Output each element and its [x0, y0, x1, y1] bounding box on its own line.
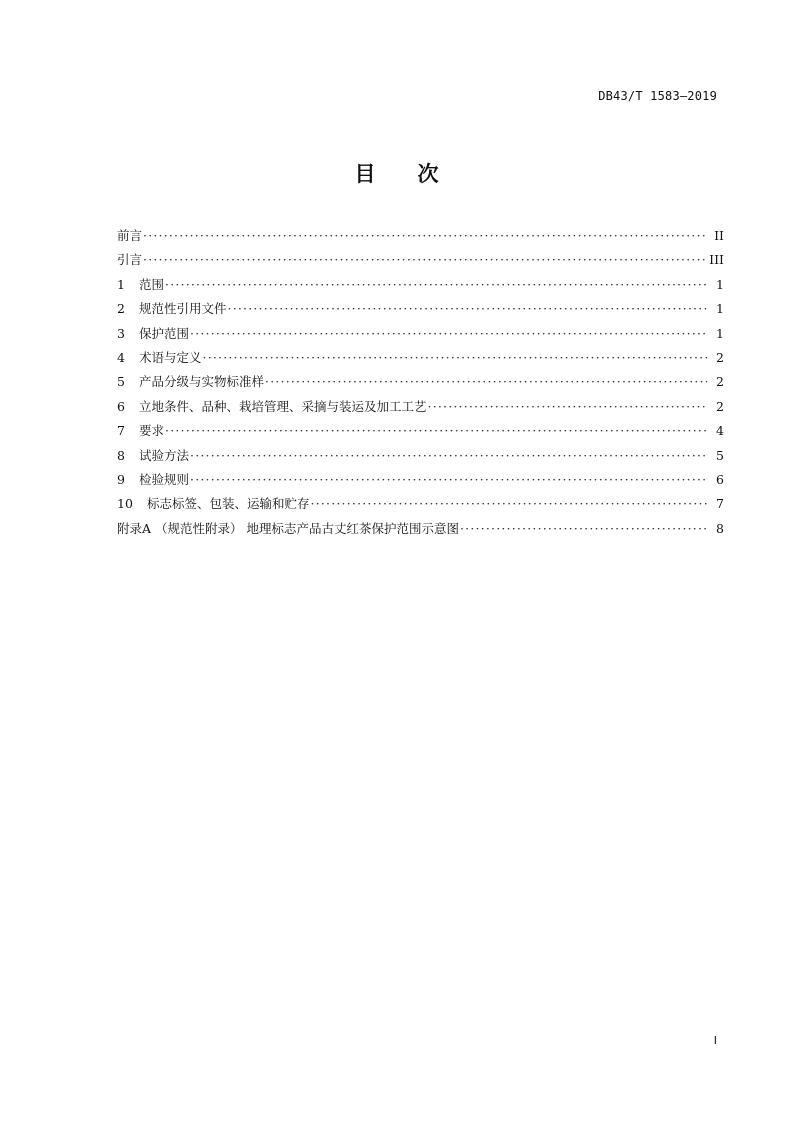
toc-entry-label: 试验方法: [139, 447, 190, 463]
toc-entry-page: 6: [716, 471, 724, 487]
toc-entry-1[interactable]: [117, 275, 724, 299]
toc-entry-number: 2: [117, 301, 125, 317]
toc-entry-page: 7: [716, 496, 724, 512]
toc-entry-page: III: [709, 252, 724, 268]
toc-entry-9[interactable]: [117, 470, 724, 494]
toc-entry-number: 4: [117, 349, 125, 365]
toc-leader-dots: [428, 399, 707, 414]
toc-entry-page: 1: [716, 325, 724, 341]
toc-leader-dots: [265, 374, 707, 389]
toc-leader-dots: [228, 301, 707, 316]
toc-entry-page: 1: [716, 276, 724, 292]
toc-entry-6[interactable]: [117, 397, 724, 421]
toc-entry-number: 5: [117, 374, 125, 390]
toc-entry-page: 1: [716, 301, 724, 317]
page-number: I: [713, 1034, 717, 1047]
toc-leader-dots: [311, 496, 707, 511]
toc-leader-dots: [165, 277, 707, 292]
toc-leader-dots: [190, 326, 707, 341]
toc-entry-page: II: [714, 228, 724, 243]
toc-entry-number: 6: [117, 398, 125, 414]
toc-entry-8[interactable]: [117, 446, 724, 470]
toc-entry-label: 术语与定义: [139, 349, 202, 365]
toc-entry-page: 5: [716, 447, 724, 463]
table-of-contents: [117, 226, 724, 543]
toc-leader-dots: [190, 448, 707, 463]
toc-entry-label: 引言: [117, 252, 143, 268]
toc-entry-number: 9: [117, 471, 125, 487]
toc-leader-dots: [460, 521, 707, 536]
toc-entry-10[interactable]: [117, 494, 724, 518]
toc-entry-label: 范围: [139, 276, 165, 292]
toc-entry-label: 前言: [117, 228, 143, 243]
toc-entry-5[interactable]: [117, 372, 724, 396]
document-code: DB43/T 1583—2019: [598, 89, 717, 103]
toc-entry-label: 要求: [139, 423, 165, 439]
toc-entry-page: 8: [716, 520, 724, 536]
toc-entry-label: 标志标签、包装、运输和贮存: [147, 496, 310, 512]
toc-entry-number: 8: [117, 447, 125, 463]
title-char-1: 目: [354, 162, 376, 186]
toc-entry-7[interactable]: [117, 421, 724, 445]
toc-leader-dots: [143, 252, 706, 267]
toc-entry-page: 2: [716, 398, 724, 414]
toc-entry-number: 1: [117, 276, 125, 292]
toc-entry-introduction[interactable]: [117, 250, 724, 274]
title-char-2: 次: [417, 162, 439, 186]
toc-entry-number: 10: [117, 496, 133, 512]
page-title: [0, 158, 793, 188]
toc-entry-label: 立地条件、品种、栽培管理、采摘与装运及加工工艺: [139, 398, 427, 414]
toc-entry-label: 保护范围: [139, 325, 190, 341]
toc-entry-2[interactable]: [117, 299, 724, 323]
toc-entry-3[interactable]: [117, 324, 724, 348]
toc-leader-dots: [190, 472, 707, 487]
toc-entry-label: 检验规则: [139, 471, 190, 487]
toc-entry-page: 4: [716, 423, 724, 439]
toc-leader-dots: [143, 228, 707, 243]
toc-leader-dots: [203, 350, 707, 365]
toc-entry-page: 2: [716, 374, 724, 390]
toc-entry-label: 规范性引用文件: [139, 301, 227, 317]
toc-entry-page: 2: [716, 349, 724, 365]
toc-entry-foreword[interactable]: [117, 226, 724, 250]
toc-leader-dots: [165, 423, 707, 438]
toc-entry-4[interactable]: [117, 348, 724, 372]
toc-entry-label: 附录A （规范性附录） 地理标志产品古丈红茶保护范围示意图: [117, 520, 459, 536]
toc-entry-appendix-a[interactable]: [117, 519, 724, 543]
toc-entry-number: 3: [117, 325, 125, 341]
toc-entry-label: 产品分级与实物标准样: [139, 374, 265, 390]
toc-entry-number: 7: [117, 423, 125, 439]
